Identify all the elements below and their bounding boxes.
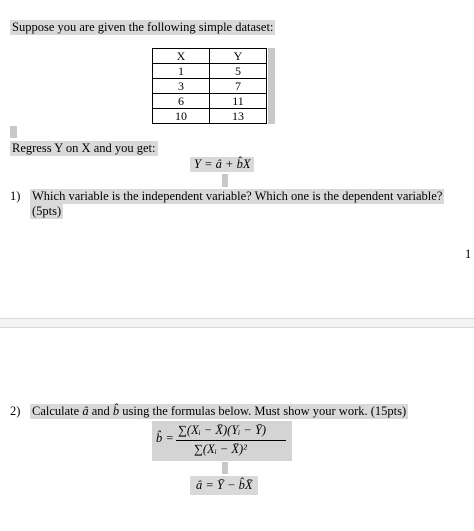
table-cell: 1 — [153, 64, 210, 79]
table-row — [153, 64, 267, 79]
b-hat-formula — [152, 421, 292, 461]
page-number: 1 — [465, 247, 472, 261]
formula-connector — [222, 462, 228, 474]
dataset-table — [152, 48, 267, 124]
table-side-shade — [268, 48, 275, 124]
table-header-row — [153, 49, 267, 64]
page-break — [0, 318, 474, 328]
table-row — [153, 109, 267, 124]
table-row — [153, 94, 267, 109]
table-cell: 11 — [210, 94, 267, 109]
regression-equation: Y = â + b̂X — [190, 157, 254, 172]
table-row — [153, 79, 267, 94]
header-y: Y — [210, 49, 267, 64]
fraction-bar — [176, 440, 286, 441]
intro-text: Suppose you are given the following simple dataset: — [12, 20, 274, 34]
table-cell: 6 — [153, 94, 210, 109]
table-cell: 7 — [210, 79, 267, 94]
table-cell: 3 — [153, 79, 210, 94]
b-hat-lhs: b̂ = — [156, 431, 174, 445]
q1-number: 1) — [10, 189, 21, 203]
q1-text-line1: Which variable is the independent variable? Which one is the dependent variable? — [32, 189, 443, 203]
table-cell: 10 — [153, 109, 210, 124]
b-hat-denominator: ∑(Xᵢ − X̄)² — [194, 442, 247, 456]
table-cell: 5 — [210, 64, 267, 79]
q2-number: 2) — [10, 404, 21, 418]
q1-text-line2: (5pts) — [32, 204, 62, 218]
regress-text: Regress Y on X and you get: — [12, 141, 156, 155]
q2-a-hat: â — [82, 404, 89, 418]
header-x: X — [153, 49, 210, 64]
q2-text-start: Calculate — [32, 404, 80, 418]
q2-and: and — [91, 404, 110, 418]
b-hat-numerator: ∑(Xᵢ − X̄)(Yᵢ − Ȳ) — [178, 423, 267, 437]
q2-text — [30, 404, 408, 419]
paragraph-marker — [10, 126, 17, 138]
q2-b-hat: b̂ — [112, 404, 120, 418]
equation-connector — [222, 174, 228, 187]
table-cell: 13 — [210, 109, 267, 124]
q2-text-end: using the formulas below. Must show your work. (15pts) — [122, 404, 407, 418]
a-hat-formula: â = Ȳ − b̂X̄ — [190, 476, 258, 495]
